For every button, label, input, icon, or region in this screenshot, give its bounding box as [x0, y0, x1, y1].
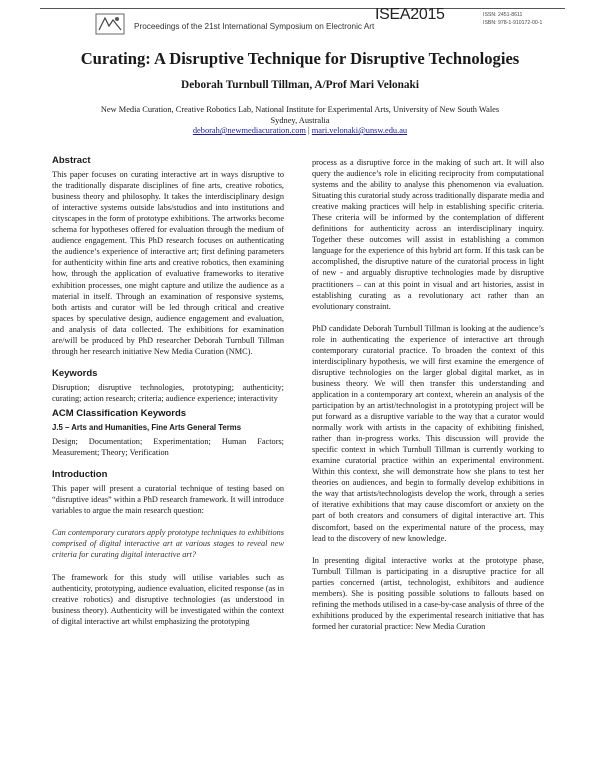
affiliation-block — [0, 105, 600, 137]
header-rule — [40, 8, 565, 9]
acm-heading: ACM Classification Keywords — [52, 407, 187, 419]
page-header — [0, 0, 600, 42]
email-separator: | — [305, 126, 312, 135]
abstract-heading: Abstract — [52, 155, 91, 166]
location: Sydney, Australia — [270, 115, 330, 125]
left-column — [52, 155, 284, 627]
emails — [0, 126, 600, 137]
introduction-heading: Introduction — [52, 469, 108, 481]
acm-subheading: J.5 – Arts and Humanities, Fine Arts General Terms — [52, 423, 242, 433]
issn-block — [483, 11, 542, 27]
right-column — [312, 157, 544, 632]
paper-title: Curating: A Disruptive Technique for Disruptive Technologies — [80, 49, 520, 68]
isea-logo-icon — [95, 12, 125, 36]
conference-name: ISEA2015 — [375, 6, 445, 23]
body-paragraph-2: PhD candidate Deborah Turnbull Tillman is looking at the audience’s role in authenticating the experience of interactive art through contemporary curatorial practice. To broaden the context of this interdisciplinary hypothesis, we will first examine the emergence of disruptive technologies on the larger global digital market, as in business theory. We will then transfer this understanding and application in a contemporary art context, wherein an analysis of the participation by an artist/technologist in a prototyping project will be put forward as a disruptive variable to the way that a curator would normally work with artists in the capacity of exhibiting finished, rather than in-progress works. This discussion will provide the specific context in which Turnbull Tillman is currently working to examine curatorial practice within an experimental environment. Within this context, she will demonstrate how she plans to test her theories on audiences, and begin to formally develop exhibitions in the way that artists/technologists develop the work, through a series of iterative exhibitions that may cause discomfort or anxiety on the part of both creators and consumers of digital interactive art. This discomfort, based on the experimental nature of the process, may lead to the discovery of new knowledge. — [312, 323, 544, 543]
introduction-paragraph-1: This paper will present a curatorial technique of testing based on “disruptive ideas” within a PhD research framework. It will introduce variables to argue the main research question: — [52, 484, 284, 516]
body-paragraph-3: In presenting digital interactive works at the prototype phase, Turnbull Tillman is participating in a disruptive practice for all parties concerned (artist, technologist, exhibitors and audience members). She is positing possible solutions to fallouts based on refining the methods utilised in a case-by-case analysis of three of the exhibitions produced by the experimental research initiative that has formed her curatorial practice: New Media Curation — [312, 555, 544, 631]
isbn: ISBN: 978-1-910172-00-1 — [483, 20, 543, 26]
keywords-heading: Keywords — [52, 367, 98, 379]
keywords-text: Disruption; disruptive technologies, prototyping; authenticity; curating; action research; criteria; audience experience; interactivity — [52, 382, 284, 403]
issn: ISSN: 2451-8611 — [483, 12, 523, 18]
email-link-deborah[interactable]: deborah@newmediacuration.com — [192, 126, 306, 135]
introduction-paragraph-2: The framework for this study will utilise variables such as authenticity, prototyping, audience evaluation, elicited response (as in creative robotics) and disruptive technologies (as understood in business theory). Authenticity will be investigated within the context of digital interactive art whilst emphasizing the prototyping — [52, 572, 284, 626]
affiliation: New Media Curation, Creative Robotics Lab, National Institute for Experimental Arts, University of New South Wales — [100, 105, 500, 114]
email-link-mari[interactable]: mari.velonaki@unsw.edu.au — [311, 126, 408, 135]
research-question: Can contemporary curators apply prototype techniques to exhibitions comprised of digital interactive art at various stages to reveal new criteria for curating digital interactive art? — [52, 528, 284, 560]
acm-text: Design; Documentation; Experimentation; Human Factors; Measurement; Theory; Verification — [52, 437, 284, 458]
proceedings-line: Proceedings of the 21st International Symposium on Electronic Art — [134, 22, 375, 31]
body-paragraph-1: process as a disruptive force in the making of such art. It will also query the audience’s role in eliciting reciprocity from computational systems and the ability to analyse this phenomenon via evaluation. Situating this curatorial study across traditionally disparate media and creative making practices will help in establishing specific criteria. These criteria will be informed by the contemplation of different definitions for authenticity across an interdisciplinary inquiry. Together these outcomes will assist in establishing a common language for the experience of this hybrid art form. If this task can be accomplished, the disruptive nature of the curatorial process in light of new - and arguably disruptive technologies made by disruptive practitioners – can at this point in visual and art histories, assist in establishing curating as a revolutionary act rather than an evolutionary constraint. — [312, 158, 544, 311]
abstract-text: This paper focuses on curating interactive art in ways disruptive to the traditionally disparate disciplines of fine arts, creative robotics, business theory and philosophy. It takes the interdisciplinary design of interactive systems outside labs/studios and into institutions and cityscapes in the form of prototype exhibitions. The artworks become schema for hypotheses offered for evaluation through the medium of audience engagement. This PhD research focuses on authenticating the audience’s experience of interactive art; first defining parameters for authenticity within fine arts and creative robotics, then examining how, through the application of evaluative frameworks to iterative exhibition processes, one might capture and utilize the audience as a material in itself. Through an examination of responsive systems, both artists and curator will be led through critical and creative spaces by speculative design, audience engagement and evaluation, and analysis of data collected. The exhibitions for examination are/will be produced by PhD researcher Deborah Turnbull Tillman through her research initiative New Media Curation (NMC). — [52, 170, 284, 356]
paper-authors: Deborah Turnbull Tillman, A/Prof Mari Velonaki — [181, 79, 419, 91]
